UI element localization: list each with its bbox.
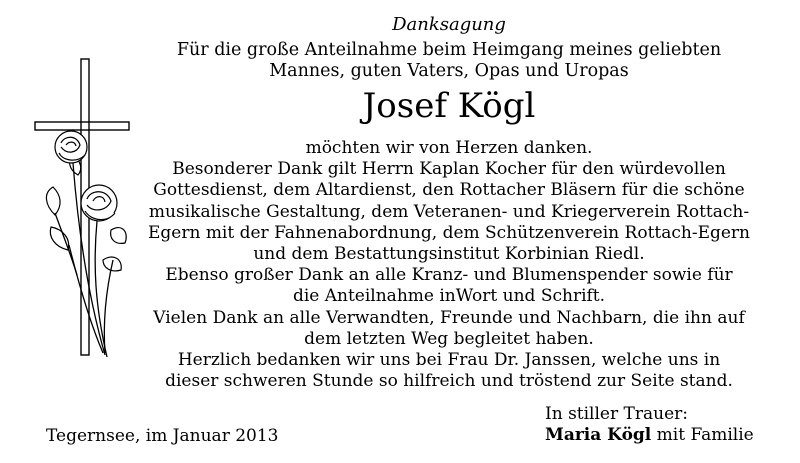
body-line: Herzlich bedanken wir uns bei Frau Dr. Janssen, welche uns in bbox=[177, 350, 721, 371]
body-line: möchten wir von Herzen danken. bbox=[305, 138, 593, 158]
deceased-name: Josef Kögl bbox=[362, 86, 536, 126]
body-line: musikalische Gestaltung, dem Veteranen- und Kriegerverein Rottach- bbox=[148, 201, 750, 222]
intro-line: Mannes, guten Vaters, Opas und Uropas bbox=[269, 61, 629, 81]
body-line: dieser schweren Stunde so hilfreich und tröstend zur Seite stand. bbox=[165, 371, 733, 392]
thanks-body bbox=[0, 138, 800, 392]
body-line: Ebenso großer Dank an alle Kranz- und Blumenspender sowie für bbox=[165, 265, 733, 286]
body-line: dem letzten Weg begleitet haben. bbox=[304, 328, 594, 349]
body-line: Besonderer Dank gilt Herrn Kaplan Kocher für den würdevollen bbox=[172, 159, 726, 180]
mourning-label: In stiller Trauer: bbox=[545, 404, 688, 424]
body-line: Vielen Dank an alle Verwandten, Freunde und Nachbarn, die ihn auf bbox=[153, 307, 745, 328]
signer-name: Maria Kögl bbox=[545, 425, 652, 445]
intro-line: Für die große Anteilnahme beim Heimgang meines geliebten bbox=[176, 40, 722, 60]
body-line: die Anteilnahme inWort und Schrift. bbox=[292, 286, 606, 307]
place-date: Tegernsee, im Januar 2013 bbox=[46, 426, 279, 446]
signature-block bbox=[545, 404, 754, 446]
body-line: Egern mit der Fahnenabordnung, dem Schützenverein Rottach-Egern bbox=[147, 222, 751, 243]
body-line: Gottesdienst, dem Altardienst, den Rottacher Bläsern für die schöne bbox=[153, 180, 745, 201]
signer-line bbox=[545, 425, 754, 446]
notice-title: Danksagung bbox=[392, 14, 506, 35]
body-line: und dem Bestattungsinstitut Korbinian Riedl. bbox=[253, 244, 645, 265]
signer-suffix: mit Familie bbox=[651, 425, 754, 445]
